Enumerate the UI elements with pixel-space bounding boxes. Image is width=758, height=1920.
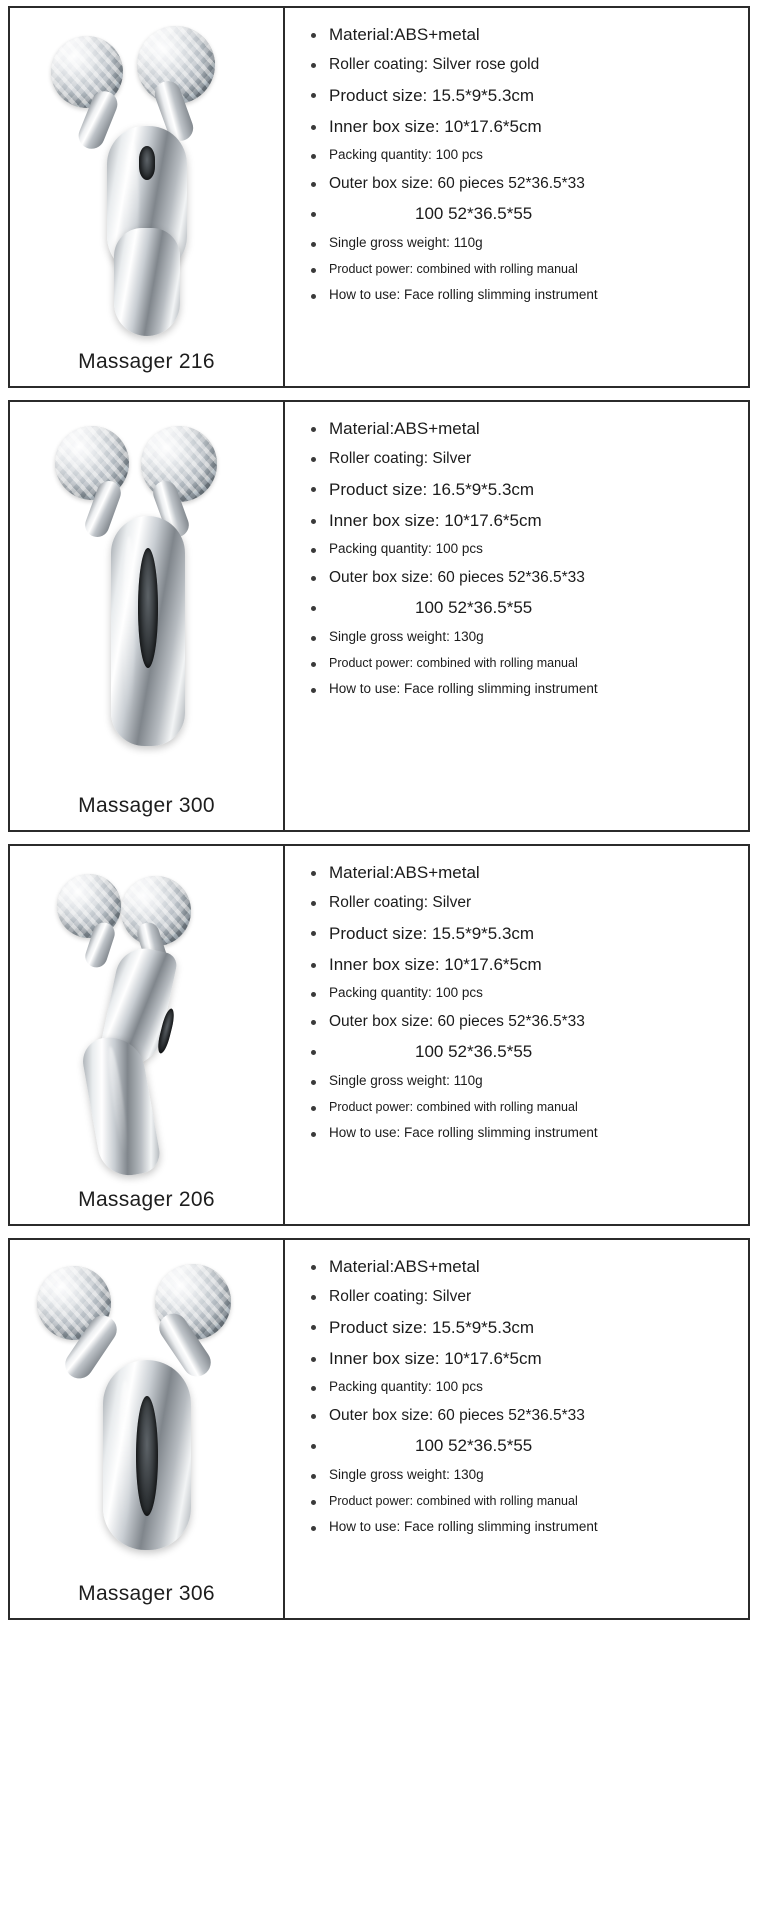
spec-item: Roller coating: Silver [307, 893, 738, 912]
spec-item: Packing quantity: 100 pcs [307, 147, 738, 164]
spec-item [307, 597, 738, 618]
massager-206-illustration [29, 856, 264, 1186]
spec-item: Single gross weight: 130g [307, 629, 738, 646]
product-spec-cell [285, 8, 748, 386]
product-image-cell [10, 402, 285, 830]
spec-list [307, 418, 738, 698]
spec-item: Product size: 15.5*9*5.3cm [307, 1317, 738, 1338]
spec-item: Product power: combined with rolling manual [307, 262, 738, 278]
spec-list [307, 862, 738, 1142]
massager-216-illustration [29, 18, 264, 348]
spec-item: Outer box size: 60 pieces 52*36.5*33 [307, 174, 738, 193]
spec-item: Single gross weight: 110g [307, 235, 738, 252]
product-title: Massager 300 [78, 794, 215, 817]
spec-item: Roller coating: Silver [307, 1287, 738, 1306]
spec-item: Packing quantity: 100 pcs [307, 541, 738, 558]
spec-item-value: 100 52*36.5*55 [415, 1436, 533, 1456]
spec-item: Outer box size: 60 pieces 52*36.5*33 [307, 1012, 738, 1031]
spec-item [307, 1435, 738, 1456]
product-title: Massager 306 [78, 1582, 215, 1605]
spec-item: Material:ABS+metal [307, 862, 738, 883]
spec-item: Outer box size: 60 pieces 52*36.5*33 [307, 568, 738, 587]
massager-306-illustration [29, 1250, 264, 1580]
spec-item: How to use: Face rolling slimming instrument [307, 1125, 738, 1142]
spec-item: Material:ABS+metal [307, 418, 738, 439]
product-spec-cell [285, 1240, 748, 1618]
spec-list [307, 24, 738, 304]
spec-item: Packing quantity: 100 pcs [307, 1379, 738, 1396]
spec-item: Outer box size: 60 pieces 52*36.5*33 [307, 1406, 738, 1425]
spec-list [307, 1256, 738, 1536]
spec-item [307, 203, 738, 224]
spec-item: Material:ABS+metal [307, 24, 738, 45]
spec-item: Single gross weight: 130g [307, 1467, 738, 1484]
spec-item-value: 100 52*36.5*55 [415, 598, 533, 618]
product-spec-cell [285, 846, 748, 1224]
product-card [8, 400, 750, 832]
spec-item: Product size: 16.5*9*5.3cm [307, 479, 738, 500]
spec-item: Material:ABS+metal [307, 1256, 738, 1277]
spec-item: Product size: 15.5*9*5.3cm [307, 85, 738, 106]
spec-item: How to use: Face rolling slimming instrument [307, 1519, 738, 1536]
spec-item-value: 100 52*36.5*55 [415, 1042, 533, 1062]
spec-item: Inner box size: 10*17.6*5cm [307, 954, 738, 975]
spec-item: Packing quantity: 100 pcs [307, 985, 738, 1002]
product-spec-cell [285, 402, 748, 830]
spec-item: Single gross weight: 110g [307, 1073, 738, 1090]
spec-item: Inner box size: 10*17.6*5cm [307, 1348, 738, 1369]
spec-item: Product size: 15.5*9*5.3cm [307, 923, 738, 944]
spec-item: How to use: Face rolling slimming instrument [307, 287, 738, 304]
product-title: Massager 206 [78, 1188, 215, 1211]
spec-item: Inner box size: 10*17.6*5cm [307, 510, 738, 531]
product-card [8, 844, 750, 1226]
spec-item: How to use: Face rolling slimming instrument [307, 681, 738, 698]
product-image-cell [10, 8, 285, 386]
spec-item: Roller coating: Silver [307, 449, 738, 468]
product-title: Massager 216 [78, 350, 215, 373]
spec-item: Product power: combined with rolling manual [307, 1100, 738, 1116]
product-card [8, 6, 750, 388]
spec-item-value: 100 52*36.5*55 [415, 204, 533, 224]
spec-item: Product power: combined with rolling manual [307, 1494, 738, 1510]
spec-item: Inner box size: 10*17.6*5cm [307, 116, 738, 137]
product-image-cell [10, 846, 285, 1224]
spec-item: Roller coating: Silver rose gold [307, 55, 738, 74]
spec-item [307, 1041, 738, 1062]
product-card [8, 1238, 750, 1620]
spec-item: Product power: combined with rolling manual [307, 656, 738, 672]
massager-300-illustration [29, 412, 264, 792]
product-image-cell [10, 1240, 285, 1618]
